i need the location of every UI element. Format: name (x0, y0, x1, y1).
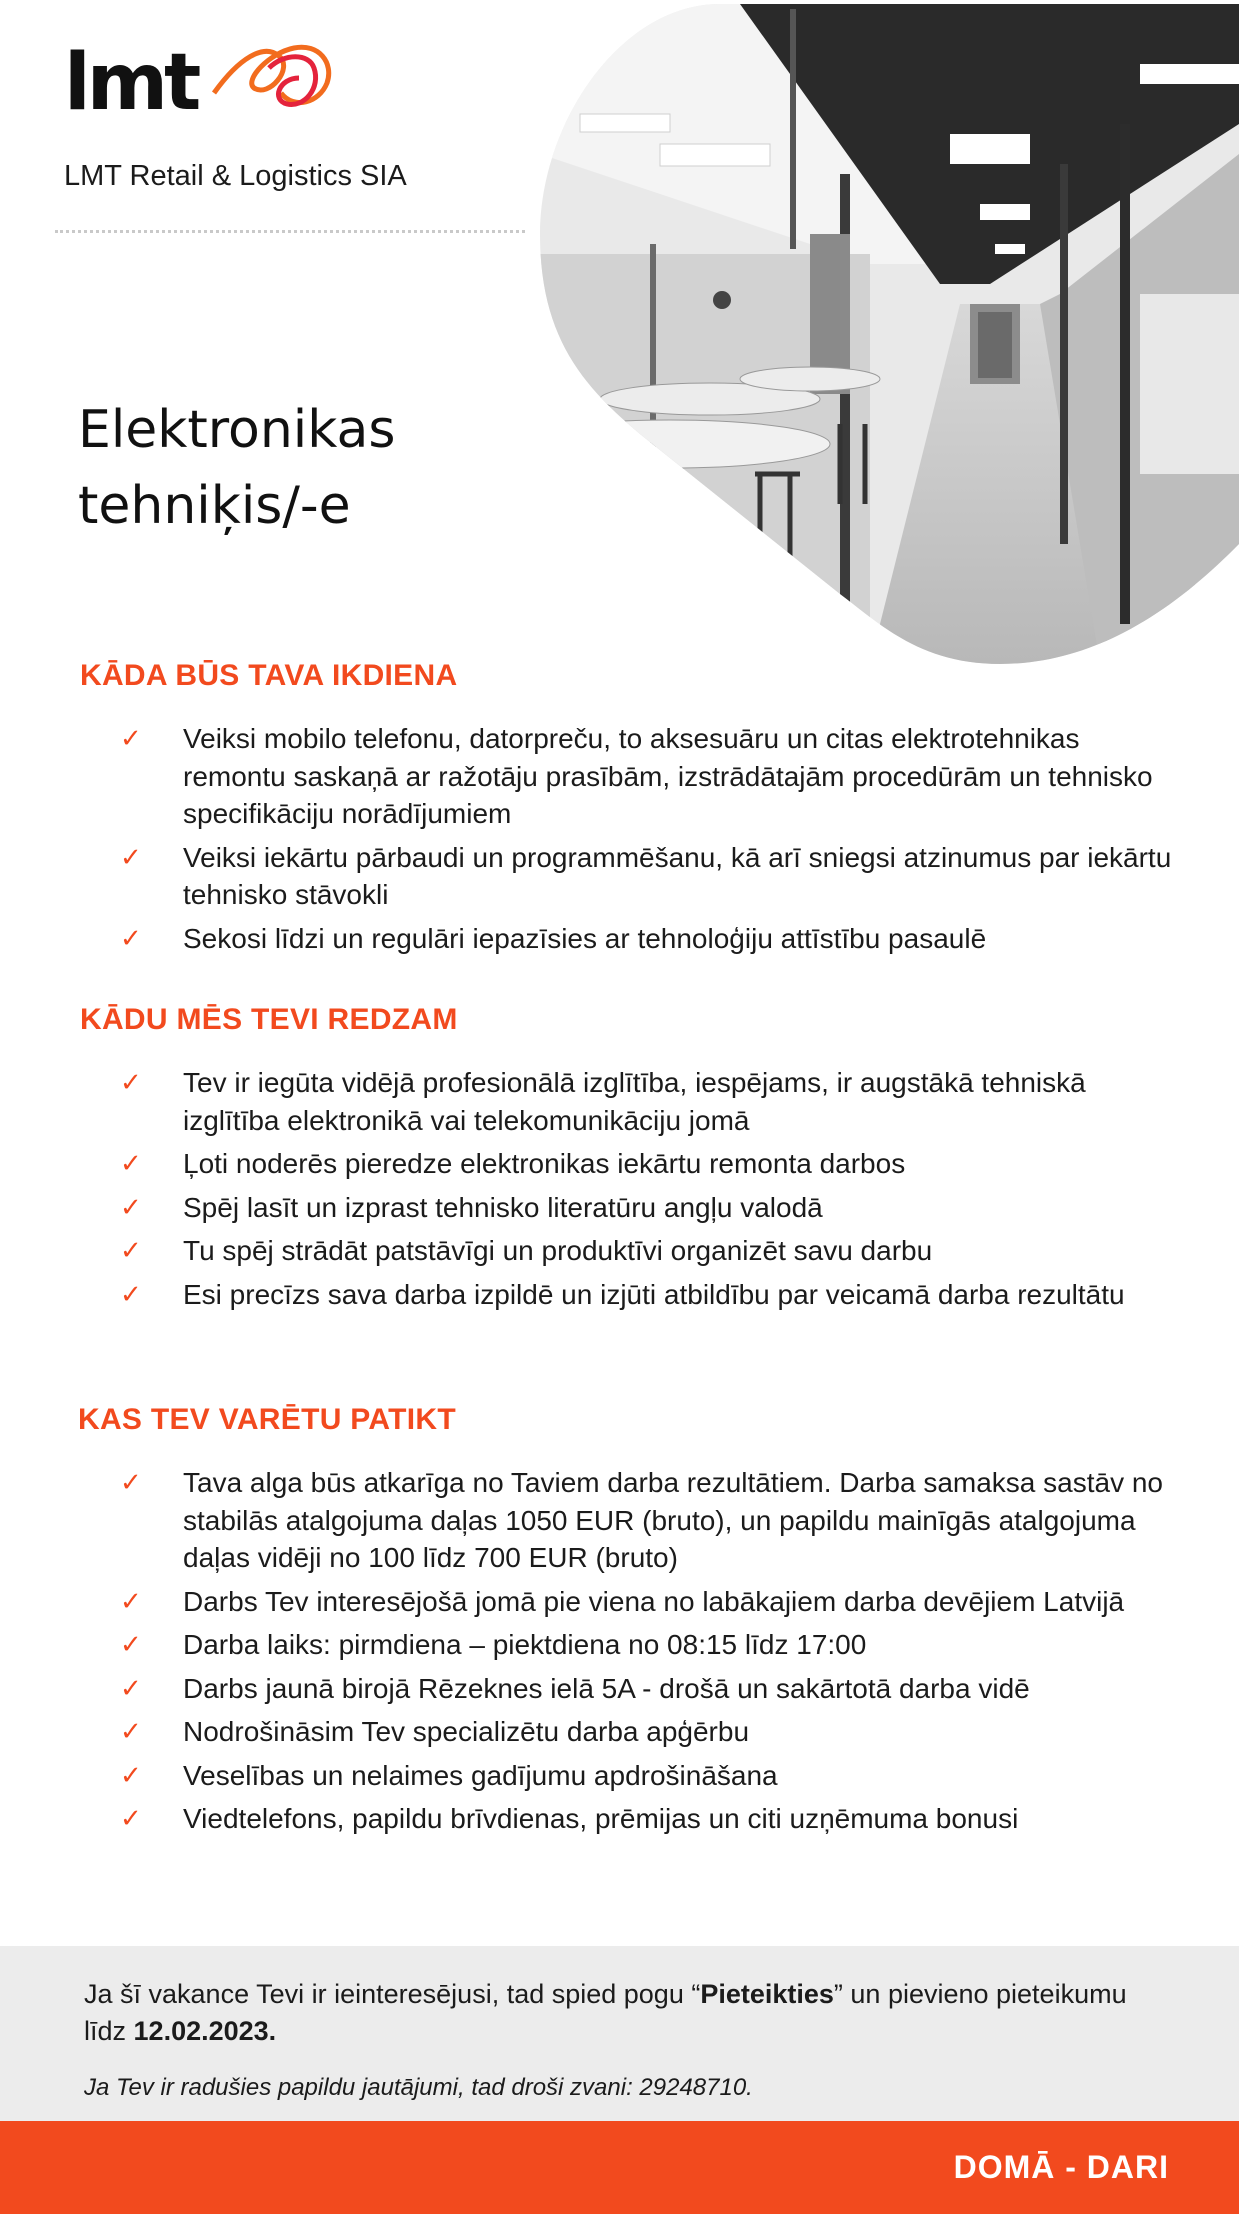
list-item: ✓ Tava alga būs atkarīga no Taviem darba rezultātiem. Darba samaksa sastāv no stabilās atalgojuma daļas 1050 EUR (bruto), un papildu mainīgās atalgojuma daļas vidēji no 100 līdz 700 EUR (bruto) (0, 1464, 1239, 1577)
contact-note: Ja Tev ir radušies papildu jautājumi, tad droši zvani: 29248710. (84, 2074, 753, 2101)
list-item: ✓ Veiksi mobilo telefonu, datorpreču, to aksesuāru un citas elektrotehnikas remontu saskaņā ar ražotāju prasībām, izstrādātajām procedūrām un tehnisko specifikāciju norādījumiem (0, 720, 1239, 833)
job-title-line-2: tehniķis/-e (78, 476, 351, 536)
check-icon: ✓ (120, 1672, 142, 1703)
company-name: LMT Retail & Logistics SIA (64, 160, 407, 192)
check-icon: ✓ (120, 1629, 142, 1659)
check-icon: ✓ (120, 1803, 142, 1833)
check-icon: ✓ (120, 723, 142, 753)
logo-knot-icon (209, 38, 339, 118)
footer-bar (0, 2121, 1239, 2214)
list-item: ✓ Esi precīzs sava darba izpildē un izjūti atbildību par veicamā darba rezultātu (0, 1276, 1239, 1314)
apply-deadline: 12.02.2023. (133, 2016, 277, 2046)
check-icon: ✓ (120, 922, 142, 953)
check-icon: ✓ (120, 1585, 142, 1616)
apply-instructions: Ja šī vakance Tevi ir ieinteresējusi, tad spied pogu “Pieteikties” un pievieno pieteikumu līdz 12.02.2023. (84, 1979, 1127, 2046)
section-heading-benefits: KAS TEV VARĒTU PATIKT (78, 1403, 456, 1436)
logo-wordmark: lmt (64, 38, 198, 128)
check-icon: ✓ (120, 1191, 142, 1222)
list-item: ✓ Tev ir iegūta vidējā profesionālā izglītība, iespējams, ir augstākā tehniskā izglītība elektronikā vai telekomunikāciju jomā (0, 1064, 1239, 1139)
list-item: ✓ Veiksi iekārtu pārbaudi un programmēšanu, kā arī sniegsi atzinumus par iekārtu tehnisko stāvokli (0, 839, 1239, 914)
dotted-divider (55, 230, 525, 233)
job-title (78, 392, 518, 544)
list-item: ✓ Darba laiks: pirmdiena – piektdiena no 08:15 līdz 17:00 (0, 1626, 1239, 1664)
company-logo (64, 38, 354, 128)
section-heading-requirements: KĀDU MĒS TEVI REDZAM (80, 1003, 458, 1036)
check-icon: ✓ (120, 1467, 142, 1497)
slogan: DOMĀ - DARI (953, 2149, 1169, 2185)
section-heading-daily: KĀDA BŪS TAVA IKDIENA (80, 659, 458, 692)
check-icon: ✓ (120, 841, 142, 872)
daily-tasks-list (0, 720, 1239, 963)
list-item: ✓ Darbs Tev interesējošā jomā pie viena no labākajiem darba devējiem Latvijā (0, 1583, 1239, 1621)
list-item: ✓ Viedtelefons, papildu brīvdienas, prēmijas un citi uzņēmuma bonusi (0, 1800, 1239, 1838)
list-item: ✓ Ļoti noderēs pieredze elektronikas iekārtu remonta darbos (0, 1145, 1239, 1183)
check-icon: ✓ (120, 1759, 142, 1790)
list-item: ✓ Spēj lasīt un izprast tehnisko literatūru angļu valodā (0, 1189, 1239, 1227)
list-item: ✓ Tu spēj strādāt patstāvīgi un produktīvi organizēt savu darbu (0, 1232, 1239, 1270)
benefits-list (0, 1464, 1239, 1844)
check-icon: ✓ (120, 1278, 142, 1309)
office-corridor-photo (540, 4, 1239, 664)
requirements-list (0, 1064, 1239, 1319)
check-icon: ✓ (120, 1235, 142, 1265)
apply-button-name: Pieteikties (700, 1979, 834, 2009)
check-icon: ✓ (120, 1148, 142, 1178)
check-icon: ✓ (120, 1716, 142, 1746)
list-item: ✓ Sekosi līdzi un regulāri iepazīsies ar tehnoloģiju attīstību pasaulē (0, 920, 1239, 958)
list-item: ✓ Nodrošināsim Tev specializētu darba apģērbu (0, 1713, 1239, 1751)
list-item: ✓ Darbs jaunā birojā Rēzeknes ielā 5A - drošā un sakārtotā darba vidē (0, 1670, 1239, 1708)
list-item: ✓ Veselības un nelaimes gadījumu apdrošināšana (0, 1757, 1239, 1795)
apply-info-box (0, 1946, 1239, 2121)
check-icon: ✓ (120, 1067, 142, 1097)
job-title-line-1: Elektronikas (78, 400, 396, 460)
